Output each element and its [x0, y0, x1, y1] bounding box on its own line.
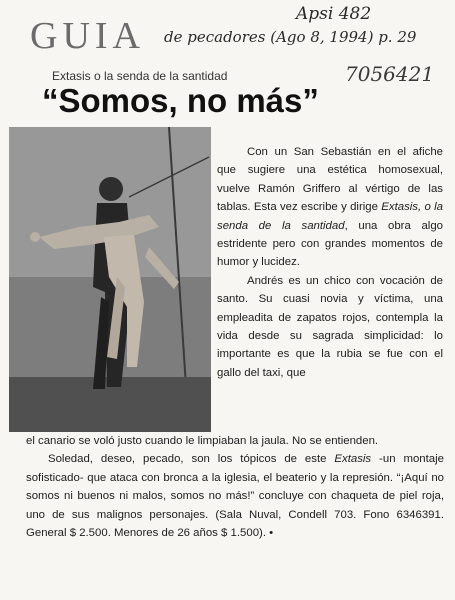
article-body-column	[217, 143, 443, 382]
paragraph-3-text-end: -un montaje sofisticado- que ataca con bronca a la iglesia, el beaterio y la represión. “¡Aquí no somos ni buenos ni malos, somos no más!” concluye con chaqueta de piel roja, uno de sus malignos personajes. (Sala Nuval, Condell 703. Fono 6346391. General $ 2.500. Menores de 26 años $ 1.500). •	[26, 453, 444, 540]
handwritten-catalog-id: 7056421	[345, 62, 435, 86]
handwritten-section-note	[164, 28, 416, 46]
article-headline: “Somos, no más”	[42, 82, 319, 119]
play-title-short: Extasis	[334, 453, 372, 466]
section-masthead: GUIA	[30, 15, 145, 57]
article-photo	[9, 127, 211, 432]
handwritten-section: de pecadores	[164, 28, 266, 46]
paragraph-2-continued: el canario se voló justo cuando le limpiaban la jaula. No se entienden.	[26, 435, 379, 447]
handwritten-ref: Apsi 482	[296, 4, 372, 24]
paragraph-1	[217, 143, 443, 272]
play-title: Extasis, o la senda de la santidad	[217, 201, 443, 232]
paragraph-2	[217, 272, 443, 382]
article-body-full-width	[26, 432, 444, 542]
paragraph-2-text: Andrés es un chico con vocación de santo. Su cuasi novia y víctima, una empleadita de zapatos rojos, contempla la vida desde su sagrada simplicidad: lo importante es que la rubia se fue con el gallo del taxi, que	[217, 274, 443, 379]
paragraph-3-text: Soledad, deseo, pecado, son los tópicos de este	[48, 453, 335, 466]
paragraph-1-text: Con un San Sebastián en el afiche que sugiere una estética homosexual, vuelve Ramón Griffero al vértigo de las tablas. Esta vez escribe y dirige	[217, 146, 443, 214]
handwritten-date: (Ago 8, 1994) p. 29	[270, 28, 417, 46]
photo-figures-icon	[9, 127, 211, 432]
paragraph-3	[26, 450, 444, 542]
paragraph-1-text-end: , una obra algo estridente pero con grandes momentos de humor y lucidez.	[217, 219, 443, 269]
article-kicker: Extasis o la senda de la santidad	[52, 69, 228, 83]
